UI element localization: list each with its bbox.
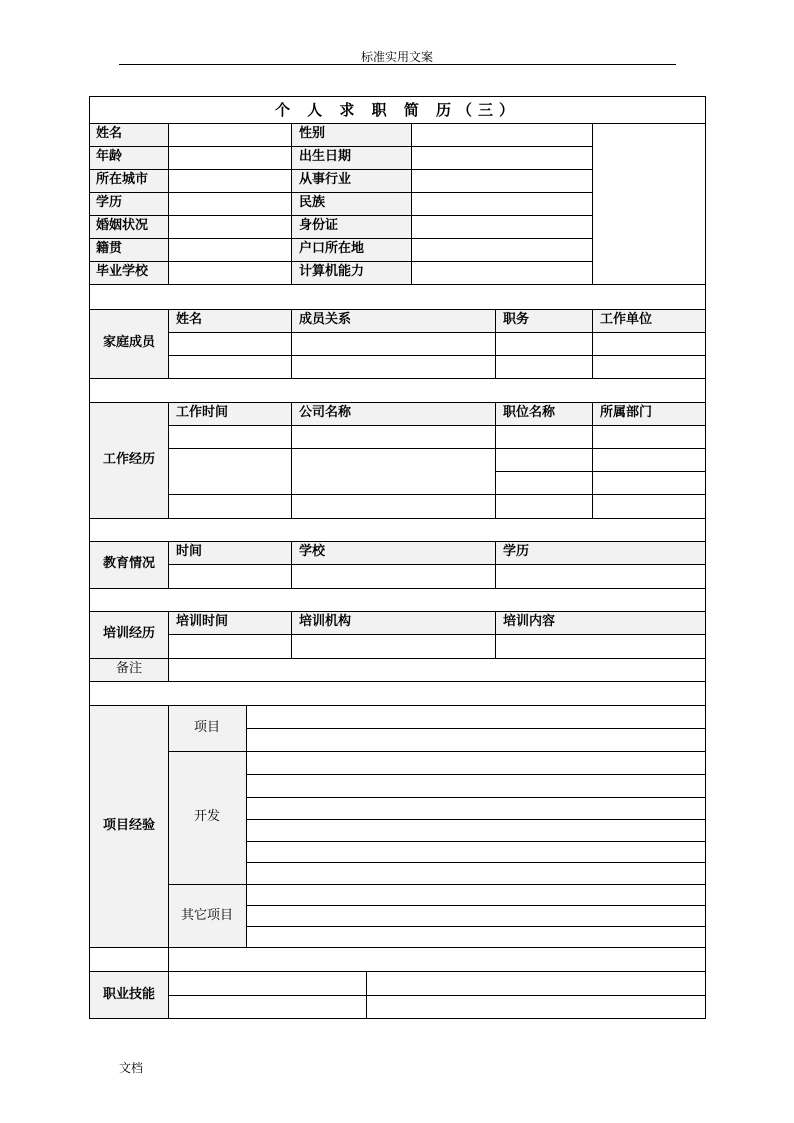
grid-line [592,309,593,378]
grid-line [90,681,705,682]
grid-line [168,634,705,635]
work-header-company: 公司名称 [299,405,352,420]
grid-line [246,841,705,842]
grid-line [168,611,169,681]
grid-line [246,819,705,820]
grid-line [168,564,705,565]
project-item-other: 其它项目 [180,908,233,923]
grid-line [592,402,593,518]
grid-line [246,926,705,927]
grid-line [90,705,705,706]
grid-line [168,332,705,333]
edu-header-degree: 学历 [503,544,530,559]
grid-line [291,123,292,284]
section-work: 工作经历 [102,452,155,467]
section-training: 培训经历 [102,626,155,641]
grid-line [168,494,705,495]
training-header-institution: 培训机构 [299,614,352,629]
grid-line [168,309,169,378]
grid-line [90,518,705,519]
training-header-time: 培训时间 [176,614,229,629]
label-industry: 从事行业 [299,172,352,187]
grid-line [246,774,705,775]
grid-line [291,402,292,518]
label-school: 毕业学校 [96,264,149,279]
label-gender: 性别 [299,126,326,141]
grid-line [291,611,292,658]
label-age: 年龄 [96,149,123,164]
grid-line [90,971,705,972]
section-project: 项目经验 [102,818,155,833]
work-header-time: 工作时间 [176,405,229,420]
grid-line [168,402,169,518]
grid-line [495,471,705,472]
label-household: 户口所在地 [299,241,365,256]
grid-line [168,448,705,449]
grid-line [90,192,592,193]
label-city: 所在城市 [96,172,149,187]
grid-line [90,284,705,285]
label-ethnicity: 民族 [299,195,326,210]
grid-line [246,862,705,863]
work-header-title: 职位名称 [503,405,556,420]
grid-line [366,971,367,1018]
header-text: 标准实用文案 [360,50,433,64]
grid-line [246,797,705,798]
grid-line [291,541,292,588]
section-family: 家庭成员 [102,335,155,350]
label-id-card: 身份证 [299,218,339,233]
grid-line [495,309,496,378]
label-education: 学历 [96,195,123,210]
training-header-content: 培训内容 [503,614,556,629]
grid-line [246,705,247,947]
grid-line [90,123,705,124]
grid-line [495,611,496,658]
form-title: 个 人 求 职 简 历（三） [274,101,521,119]
label-native-place: 籍贯 [96,241,123,256]
grid-line [246,905,705,906]
family-header-employer: 工作单位 [600,312,653,327]
project-item-project: 项目 [193,720,220,735]
grid-line [592,123,593,284]
label-computer: 计算机能力 [299,264,365,279]
grid-line [246,728,705,729]
edu-header-time: 时间 [176,544,203,559]
label-marital: 婚姻状况 [96,218,149,233]
grid-line [168,123,169,284]
grid-line [411,123,412,284]
grid-line [90,215,592,216]
section-skills: 职业技能 [102,987,155,1002]
grid-line [168,355,705,356]
family-header-position: 职务 [503,312,530,327]
grid-line [168,995,705,996]
label-birth-date: 出生日期 [299,149,352,164]
project-item-development: 开发 [193,809,220,824]
grid-line [168,425,705,426]
label-name: 姓名 [96,126,123,141]
work-header-department: 所属部门 [600,405,653,420]
grid-line [90,947,705,948]
label-remarks: 备注 [115,661,142,676]
grid-line [495,402,496,518]
grid-line [90,378,705,379]
page-footer: 文档 [119,1061,144,1075]
family-header-name: 姓名 [176,312,203,327]
grid-line [291,309,292,378]
family-header-relation: 成员关系 [299,312,352,327]
grid-line [168,947,169,1018]
edu-header-school: 学校 [299,544,326,559]
section-education: 教育情况 [102,556,155,571]
grid-line [168,751,705,752]
grid-line [90,588,705,589]
grid-line [90,658,705,659]
grid-line [168,541,169,588]
grid-line [495,541,496,588]
header-rule [119,64,676,65]
grid-line [168,884,705,885]
